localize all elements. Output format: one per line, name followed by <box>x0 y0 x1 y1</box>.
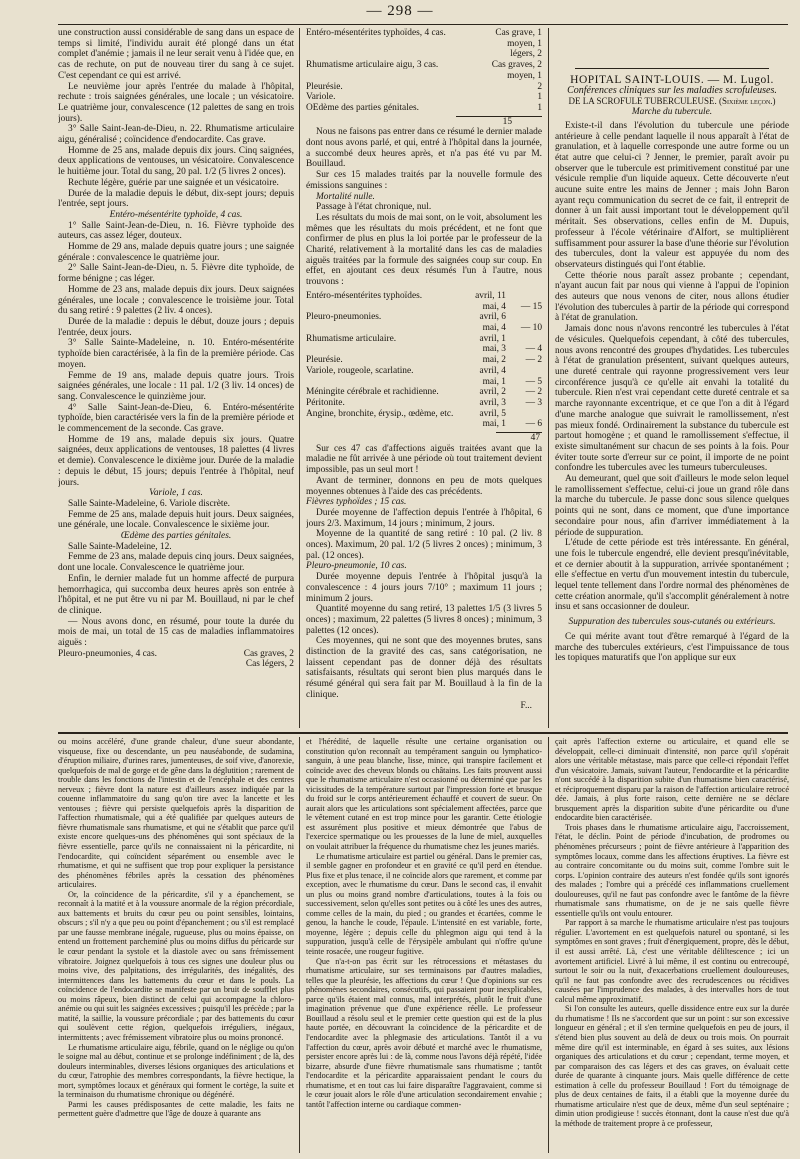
col2-summary-table <box>306 28 542 114</box>
table-cell-label: Variole, rougeole, scarlatine. <box>306 365 414 376</box>
table-cell-value: Cas grave, 1 <box>495 28 542 38</box>
col1-para2-7: 4° Salle Saint-Jean-de-Dieu, 6. Entéro-mésentérite typhoïde, bien caractérisée vers la fin de la première période et le commencement de la seconde. Cas grave. <box>58 402 294 435</box>
bottom-col3-para-1: Trois phases dans le rhumatisme articulaire aigu, l'accroissement, l'état, le déclin. Point de période d'incubation, de prodromes ou phénomènes précurseurs ; point de fièvre antérieure à l'apparition des symptômes locaux, comme dans les affections éruptives. La fièvre est au contraire concomitante ou du moins suit, comme l'ombre suit le corps. L'opinion contraire des auteurs n'est fondée qu'ils sont ignorés des malades ; l'ombre qui a précédé ces inflammations cruellement douloureuses, qu'il ne faut pas confondre avec le fantôme de la fièvre rhumatismale sans rhumatisme, on de je ne sais quelle fièvre essentielle qu'ils ont voulu entourer. <box>555 822 789 918</box>
table-cell-total: — 2 <box>525 355 542 366</box>
bottom-col1-para-3: Parmi les causes prédisposantes de cette maladie, les faits ne permettent guère d'admettre que l'âge de douze à quarante ans <box>58 1099 294 1119</box>
table-cell-label <box>306 377 471 388</box>
bottom-col2-para-0: et l'hérédité, de laquelle résulte une certaine organisation ou constitution qu'on reconnaît au tempérament sanguin ou lymphatico-sanguin, à une peau blanche, lisse, mince, qui transpire facilement et coïncide avec des cheveux blonds ou châtains. Les faits prouvent aussi que le rhumatisme articulaire n'est occasionné ou déterminé que par les vicissitudes de la température surtout par l'impression forte et brusque du froid sur le corps antérieurement échauffé et couvert de sueur. On aurait alors que les articulations sont spécialement affectées, parce que le vêtement cutané en est trop mince pour les garantir. Cette étiologie est assurément plus positive et mieux démontrée que l'abus de l'exercice spermatique ou les prouesses de la lune de miel, auxquelles on voulait attribuer la fréquence du rhumatisme chez les jeunes mariés. <box>306 737 542 852</box>
table-cell-value: 2 <box>537 81 542 92</box>
table-cell-total: — 3 <box>525 397 542 408</box>
col1-para4-1: Femme de 23 ans, malade depuis cinq jours. Deux saignées, dont une locale. Convalescence le quatrième jour. <box>58 552 294 574</box>
section-title: DE LA SCROFULE TUBERCULEUSE. (Sixième leçon.) <box>568 96 776 107</box>
section-subtitle: Marche du tubercule. <box>631 107 713 118</box>
table-cell-total <box>506 409 542 420</box>
table-cell-label: Entéro-mésentérites typhoïdes, 4 cas. <box>306 28 446 38</box>
col1-para2-2: 2° Salle Saint-Jean-de-Dieu, n. 5. Fièvre dite typhoïde, de forme bénigne ; cas léger. <box>58 263 294 285</box>
table-cell-month: avril, 11 <box>475 290 506 301</box>
bottom-col2-para-1: Le rhumatisme articulaire est partiel ou général. Dans le premier cas, il semble gagner en profondeur et en gravité ce qu'il perd en étendue. Plus fixe et plus tenace, il ne coïncide alors que rarement, et comme par exception, avec le rhumatisme du cœur. Dans le second cas, il envahit un plus ou moins grand nombre d'articulations, toutes à la fois ou successivement, selon qu'elles sont petites ou à côté les unes des autres, comme celles de la main, du pied ; ou grandes et écartées, comme le genou, la hanche le coude, l'épaule. L'intensité en est variable, forte, moyenne, légère ; depuis celle du phlegmon aigu qui tend à la suppuration, jusqu'à celle de l'érysipèle ambulant qui n'offre qu'une teinte rosacée, une rougeur fugitive. <box>306 851 542 957</box>
table-cell-label <box>306 419 471 430</box>
col2-passage: Passage à l'état chronique, nul. <box>316 202 432 213</box>
bottom-column-3 <box>555 737 789 1153</box>
col1-para2-4: Durée de la maladie : depuis le début, douze jours ; depuis l'entrée, deux jours. <box>58 316 294 338</box>
table-cell-month: avril, 2 <box>479 387 506 398</box>
bottom-col1-para-0: ou moins accéléré, d'une grande chaleur, d'une sueur abondante, visqueuse, fixe ou descendante, un peu nauséabonde, de sudamina, d'éruption miliaire, d'urines rares, jumenteuses, de soif vive, d'anorexie, quelquefois de mal de gorge et de gêne dans la déglutition ; rarement de trouble dans les fonctions de l'intestin et de l'encéphale et des centres nerveux ; fièvre dont la nature est d'ailleurs assez indiquée par la couenne inflammatoire du sang qu'on tire avec la lancette et les ventouses ; fièvre qui persiste quelquefois après la disparition de l'affection rhumatismale, qui a été qualifiée par quelques auteurs de fièvre rhumatismale sans rhumatisme, et qui ne s'établit que parce qu'il existe encore quelques-uns des phénomènes qui sont spéciaux de la fièvre essentielle, parce qu'ils ne connaissaient ni la péricardite, ni l'endocardite, qui coïncident séparément ou ensemble avec le rhumatisme, et qui ne suffisent que trop pour expliquer la persistance des phénomènes fébriles après la cessation des phénomènes articulaires. <box>58 737 294 890</box>
table-cell-label: OEdème des parties génitales. <box>306 102 419 113</box>
col1-heading-typhoide: Entéro-mésentérite typhoïde, 4 cas. <box>109 209 243 220</box>
table-cell-label: Rhumatisme articulaire. <box>306 333 397 344</box>
table-cell-label <box>306 49 480 60</box>
table-row <box>306 103 542 114</box>
col1-para2-3: Homme de 23 ans, malade depuis dix jours. Deux saignées générales, une locale ; convalescence le troisième jour. Total du sang retiré : 9 palettes (2 liv. 4 onces). <box>58 284 294 317</box>
col2-para5-2: Ces moyennes, qui ne sont que des moyennes brutes, sans distinction de la gravité des cas, sans catégorisation, ne laissent cependant pas de donner déjà des résultats satisfaisants, résultats qui seront bien plus marqués dans le résumé général qui sera fait par M. Bouillaud à la fin de la clinique. <box>306 636 542 700</box>
table-row <box>306 49 542 60</box>
bottom-col1-para-1: Or, la coïncidence de la péricardite, s'il y a épanchement, se reconnaît à la matité et à la voussure anormale de la région précordiale, aux battements et bruits du cœur peu ou point sensibles, lointains, obscurs ; s'il n'y a que peu ou point d'épanchement ; ou s'il est remplacé par une fausse membrane inégale, rugueuse, plus ou moins épaisse, on entend un frottement parcheminé plus ou moins diffus du péricarde sur le cœur pendant la systole et la diastole avec ou sans frémissement vibratoire. Joignez quelquefois à tous ces signes une douleur plus ou moins vive, des palpitations, des irrégularités, des inégalités, des intermittences dans les battements du cœur et dans le pouls. La coïncidence de l'endocardite se manifeste par un bruit de soufflet plus ou moins râpeux, bien distinct de celui qui accompagne la chloro-anémie ou qui suit les saignées excessives ; puisqu'il les précède ; par la matité, la saillie, la voussure précordiale ; par des battements du cœur qui soulèvent cette région, quelquefois irréguliers, inégaux, intermittents ; avec frémissement vibratoire plus ou moins prononcé. <box>58 889 294 1042</box>
bottom-column-2 <box>306 737 542 1153</box>
col2-para-0: Nous ne faisons pas entrer dans ce résumé le dernier malade dont nous avons parlé, et qui, entré à l'hôpital dans la journée, a succombé deux heures après, et n'a pas été vu par M. Bouillaud. <box>306 127 542 170</box>
table-row <box>306 334 542 345</box>
col3-para-2: Jamais donc nous n'avons rencontré les tubercules à l'état de vésicules. Quelquefois cependant, à côté des tubercules, nous avons rencontré des groupes d'hydatides. Les tubercules à l'état de granulation présentent, suivant quelques auteurs, une dureté centrale qui rayonne progressivement vers leur circonférence jusqu'à ce qu'elle ait envahi la totalité du tubercule. Rien n'est vrai cependant cette dureté centrale et sa marche rayonnante excentrique, et ce que l'on a dit à l'égard d'une marche analogue que suivrait le ramollissement, n'est pas mieux fondé. Ordinairement la substance du tubercule est partout homogène ; et quand le ramollissement s'effectue, il existe simultanément sur chacun de ses points à la fois. Pour éviter toute sorte d'erreur sur ce point, il importe de ne point confondre les tubercules avec les tumeurs tuberculeuses. <box>555 324 789 474</box>
table-cell-month: mai, 4 <box>482 301 506 312</box>
table-row <box>306 323 542 334</box>
col1-para2-5: 3° Salle Sainte-Madeleine, n. 10. Entéro-mésentérite typhoïde bien caractérisée, à la fin de la première période. Cas moyen. <box>58 338 294 370</box>
table-row <box>306 302 542 313</box>
table-cell-value: Cas graves, 2 <box>491 60 542 71</box>
table-cell-value: Cas graves, 2 <box>243 648 294 659</box>
col2-para2-0: Les résultats du mois de mai sont, on le voit, absolument les mêmes que les résultats du mois précédent, et ne font que confirmer de plus en plus la loi portée par le professeur de la Charité, relativement à la mortalité dans les cas de maladies aiguës traitées par la formule des saignées coup sur coup. En effet, en ajoutant ces deux résumés l'un à l'autre, nous trouvons : <box>306 212 542 288</box>
table-cell-total <box>506 291 542 302</box>
table-cell-label <box>306 71 480 82</box>
table-cell-month: mai, 4 <box>482 322 506 333</box>
table-cell-label: Entéro-mésentérites typhoïdes. <box>306 290 423 301</box>
top-column-3 <box>555 28 789 728</box>
col2-para5-0: Durée moyenne depuis l'entrée à l'hôpital jusqu'à la convalescence : 4 jours jours 7/10° ; maximum 11 jours ; minimum 2 jours. <box>306 572 542 604</box>
col3-para-1: Cette théorie nous paraît assez probante ; cependant, n'ayant aucun fait par nous qui vienne à l'appui de l'opinion des auteurs que nous venons de citer, nous allons étudier l'évolution des tubercules à partir de la période qui correspond à l'état de granulation. <box>555 270 789 324</box>
col2-para-1: Sur ces 15 malades traités par la nouvelle formule des émissions sanguines : <box>306 170 542 191</box>
col1-para-3: Homme de 25 ans, malade depuis dix jours. Cinq saignées, deux applications de ventouses, un vésicatoire. Convalescence le huitième jour. Total du sang, 20 pal. 1/2 (5 livres 2 onces). <box>58 145 294 178</box>
col1-para-4: Rechute légère, guérie par une saignée et un vésicatoire. <box>68 177 279 188</box>
bottom-column-1 <box>58 737 294 1153</box>
table-cell-value: 1 <box>537 102 542 113</box>
col2-heading-pleuro: Pleuro-pneumonie, 10 cas. <box>306 561 407 572</box>
table-row <box>306 366 542 377</box>
table-cell-value: moyen, 1 <box>507 70 542 81</box>
col2-para3-0: Sur ces 47 cas d'affections aiguës traitées avant que la maladie ne fût arrivée à une période où tout traitement devient impossible, pas un seul mort ! <box>306 443 542 476</box>
table-row <box>306 387 542 398</box>
col3-para-3: Au demeurant, quel que soit d'ailleurs le mode selon lequel le ramollissement s'effectue, celui-ci joue un grand rôle dans la marche du tubercule. Je passe donc sous silence quelques points qui ne sont, dans ce moment, que d'une importance secondaire pour nous, afin d'arriver immédiatement à la période de suppuration. <box>555 474 789 538</box>
table-cell-month: avril, 4 <box>479 365 506 376</box>
col3-para-4: L'étude de cette période est très intéressante. En général, une fois le tubercule engendré, elle devient presqu'inévitable, et ce dernier aboutit à la suppuration, arrivée spontanément ; elle s'effectue en vertu d'un mouvement intestin du tubercule, lequel tente tellement dans l'ordre normal des phénomènes de cette création anormale, qu'il s'accomplit généralement à notre insu et sans occasionner de douleur. <box>555 538 789 613</box>
table-row <box>58 649 294 660</box>
col1-para4-2: Enfin, le dernier malade fut un homme affecté de purpura hemorrhagica, qui succomba deux heures après son entrée à l'hôpital, et ne put être vu ni par M. Bouillaud, ni par le chef de clinique. <box>58 573 294 616</box>
page-number: — 298 — <box>366 3 434 19</box>
table-cell-month: mai, 2 <box>482 355 506 366</box>
table-row <box>306 291 542 302</box>
table-row <box>306 28 542 39</box>
col2-signature: F... <box>520 700 532 711</box>
table-cell-total: — 10 <box>520 322 542 333</box>
top-column-2 <box>306 28 542 728</box>
column-divider <box>548 28 549 728</box>
table-cell-month: avril, 5 <box>479 408 506 419</box>
table-cell-label: Pleurésie. <box>306 81 343 92</box>
col2-mortalite: Mortalité nulle. <box>316 191 375 202</box>
table-cell-label: Pleurésie. <box>306 355 343 366</box>
col1-para4-3: — Nous avons donc, en résumé, pour toute la durée du mois de mai, un total de 15 cas de maladies inflammatoires aiguës : <box>58 616 294 649</box>
col1-heading-oedeme: Œdème des parties génitales. <box>120 531 232 542</box>
col1-para2-8: Homme de 19 ans, malade depuis six jours. Quatre saignées, deux applications de ventouses, 18 palettes (4 livres et demie). Convalescence le dixième jour. Durée de la maladie : depuis le début, 15 jours; depuis l'entrée à l'hôpital, neuf jours. <box>58 434 294 488</box>
col1-para2-1: Homme de 29 ans, malade depuis quatre jours ; une saignée générale : convalescence le quatrième jour. <box>58 242 294 263</box>
header-rule <box>58 24 788 25</box>
table-cell-label: Rhumatisme articulaire aigu, 3 cas. <box>306 60 439 71</box>
column-divider <box>299 28 300 728</box>
col3-para-0: Existe-t-il dans l'évolution du tubercule une période antérieure à celle pendant laquelle il nous apparaît à l'état de granulation, et à laquelle corresponde une autre forme ou un état autre que celui-ci ? Jenner, le premier, paraît avoir pu observer que le tubercule est primitivement constitué par une vésicule remplie d'un liquide aqueux. Cette découverte n'eut aucune suite entre les mains de Jenner ; mais John Baron ayant reçu communication du secret de ce fait, il entreprit de donner à un fait aussi important tout le développement qu'il méritait. Ses observations, celles enfin de M. Dupuis, professeur à l'école vétérinaire d'Alfort, se multiplièrent suffisamment pour assurer la base d'une théorie sur l'évolution des tubercules, dont la valeur est appuyée du nom des observateurs distingués qui l'ont établie. <box>555 120 789 270</box>
table-cell-month: mai, 1 <box>482 419 506 430</box>
col1-para-1: Le neuvième jour après l'entrée du malade à l'hôpital, rechute : trois saignées générales, une locale ; un vésicatoire. Le quatrième jour, convalescence (12 palettes de sang en trois jours). <box>58 81 294 124</box>
table-row <box>306 60 542 71</box>
col2-para3-1: Avant de terminer, donnons en peu de mots quelques moyennes obtenues à l'aide des cas précédents. <box>306 475 542 497</box>
table-cell-label <box>306 323 471 334</box>
table-cell-total <box>506 366 542 377</box>
table-cell-total: — 2 <box>525 387 542 398</box>
table-row <box>306 344 542 355</box>
table-cell-total: — 15 <box>520 301 542 312</box>
col2-total-mid: 47 <box>530 433 540 444</box>
table-row <box>306 71 542 82</box>
table-row <box>306 355 542 366</box>
col3-para2-0: Ce qui mérite avant tout d'être remarqué à l'égard de la marche des tubercules extérieurs, c'est l'impuissance de tous les topiques maturatifs que l'on applique sur eux <box>555 631 789 664</box>
col1-para-0: une construction aussi considérable de sang dans un espace de temps si limité, l'individu aurait été plongé dans un état complet d'anémie ; jamais il ne leur serait venu à l'idée que, en cas de rechute, on put de nouveau tirer du sang à ce sujet. C'est cependant ce qui est arrivé. <box>58 28 294 81</box>
table-cell-label <box>58 659 215 670</box>
table-row <box>306 92 542 103</box>
col2-para5-1: Quantité moyenne du sang retiré, 13 palettes 1/5 (3 livres 5 onces) ; maximum, 22 palettes (5 livres 8 onces) ; minimum, 3 palettes (12 onces). <box>306 604 542 636</box>
table-cell-label: Angine, bronchite, érysip., œdème, etc. <box>306 408 454 419</box>
col1-summary-table <box>58 649 294 670</box>
table-cell-label <box>306 344 471 355</box>
bottom-col3-para-3: Si l'on consulte les auteurs, quelle dissidence entre eux sur la durée du rhumatisme ! Ils ne s'accordent que sur un point : sur son excessive longueur en général ; et il s'en termine quelquefois en peu de jours, il s'étend bien plus souvent au delà de deux ou trois mois. On pourrait même dire qu'il est interminable, en égard à ses suites, aux lésions organiques des articulations et du cœur ; cependant, terme moyen, et par comparaison des cas légers et des cas graves, on évaluait cette durée de quarante à cinquante jours. Mais quelle différence de cette estimation à celle du professeur Bouillaud ! Fort du témoignage de plus de deux centaines de faits, il a établi que la moyenne durée du rhumatisme articulaire n'est que de deux, même d'un seul septénaire ; dimin ution prodigieuse ! succès étonnant, dont la cause n'est due qu'à la méthode de traitement propre à ce professeur, <box>555 1004 789 1128</box>
bottom-col3-para-0: çait après l'affection externe ou articulaire, et quand elle se développait, celle-ci diminuait d'intensité, non parce qu'il s'opérait alors une véritable métastase, mais parce que celle-ci répondait l'effet d'un vésicatoire. Jamais, suivant l'auteur, l'endocardite et la péricardite n'ont succédé à la disparition subite d'un rhumatisme bien caractérisé, et réciproquement disparu par la raison de l'affection articulaire retrocé dée. Jamais, à plus forte raison, cette dernière ne se déclare brusquement après la disparition subite d'une péricardite ou d'une endocardite bien caractérisée. <box>555 737 789 823</box>
col1-para4-0: Salle Sainte-Madeleine, 12. <box>68 541 172 552</box>
table-cell-month: avril, 6 <box>479 312 506 323</box>
col1-para-5: Durée de la maladie depuis le début, dix-sept jours; depuis l'entrée, sept jours. <box>58 188 294 210</box>
table-cell-label <box>306 39 480 50</box>
section-rule <box>58 732 788 734</box>
table-row <box>306 39 542 50</box>
table-cell-total: — 5 <box>525 376 542 387</box>
table-row <box>306 312 542 323</box>
table-cell-label: Pleuro-pneumonies. <box>306 312 382 323</box>
table-cell-label <box>306 302 471 313</box>
table-row <box>306 398 542 409</box>
col1-para3-0: Salle Sainte-Madeleine, 6. Variole discrète. <box>68 498 231 509</box>
column-divider <box>299 737 300 1153</box>
table-cell-total: — 4 <box>525 344 542 355</box>
article-subtitle: Conférences cliniques sur les maladies scrofuleuses. <box>567 84 777 96</box>
col2-para4-0: Durée moyenne de l'affection depuis l'entrée à l'hôpital, 6 jours 2/3. Maximum, 14 jours ; minimum, 2 jours. <box>306 507 542 529</box>
article-title: HOPITAL SAINT-LOUIS. — M. Lugol. <box>570 74 774 86</box>
table-cell-month: avril, 3 <box>479 397 506 408</box>
col1-heading-variole: Variole, 1 cas. <box>149 488 203 499</box>
table-cell-month: avril, 1 <box>479 333 506 344</box>
table-cell-label: Pleuro-pneumonies, 4 cas. <box>58 648 157 659</box>
table-cell-label: Péritonite. <box>306 397 345 408</box>
bottom-col2-para-2: Que n'a-t-on pas écrit sur les rétrocessions et métastases du rhumatisme articulaire, sur ses terminaisons par d'autres maladies, telles que la pleurésie, les affections du cœur ! Que d'opinions sur ces phénomènes secondaires, consécutifs, qui passaient pour inexplicables, parce qu'ils étaient mal connus, mal interprétés, plutôt le fruit d'une imagination prévenue que d'une expérience réelle. Le professeur Bouillaud a résolu seul et le premier cette question qui est de la plus haute portée, en découvrant la coïncidence de la péricardite et de l'endocardite avec la phlegmasie des articulations. Tantôt il a vu l'affection du cœur, après avoir débuté et marché avec le rhumatisme, persister encore après lui : de là, comme nous l'avons déjà répété, l'idée bizarre, absurde d'une fièvre rhumatismale sans rhumatisme ; tantôt l'endocardite et la péricardite apparaissaient pendant le cours du rhumatisme, et en tout cas lui faire disparaître l'aggravaient, comme si le cœur jouait alors le rôle d'une articulation secondairement envahie ; tantôt l'affection interne ou cardiaque commen- <box>306 956 542 1109</box>
col2-comparison-table <box>306 291 542 430</box>
col2-para4-1: Moyenne de la quantité de sang retiré : 10 pal. (2 liv. 8 onces). Maximum, 20 pal. 1/2 (5 livres 2 onces) ; minimum, 3 pal. (12 onces). <box>306 529 542 561</box>
table-cell-value: moyen, 1 <box>507 38 542 49</box>
table-cell-month: mai, 1 <box>482 376 506 387</box>
table-cell-value: 1 <box>537 92 542 103</box>
col1-para2-0: 1° Salle Saint-Jean-de-Dieu, n. 16. Fièvre typhoïde des auteurs, cas assez léger, douteux. <box>58 220 294 242</box>
col1-para2-6: Femme de 19 ans, malade depuis quatre jours. Trois saignées générales, une locale : 11 pal. 1/2 (3 liv. 14 onces) de sang. Convalescence le quinzième jour. <box>58 370 294 402</box>
table-cell-total <box>506 312 542 323</box>
table-row <box>306 377 542 388</box>
table-row <box>58 659 294 670</box>
table-row <box>306 419 542 430</box>
top-column-1 <box>58 28 294 728</box>
table-cell-total <box>506 334 542 345</box>
table-cell-total: — 6 <box>525 419 542 430</box>
col2-total-top: 15 <box>502 116 512 127</box>
table-cell-value: Cas légers, 2 <box>245 659 294 670</box>
table-cell-value: légers, 2 <box>510 49 542 60</box>
table-cell-label: Méningite cérébrale et rachidienne. <box>306 387 439 398</box>
table-row <box>306 82 542 93</box>
col1-para3-1: Femme de 25 ans, malade depuis huit jours. Deux saignées, une générale, une locale. Convalescence le sixième jour. <box>58 509 294 531</box>
table-cell-month: mai, 3 <box>482 344 506 355</box>
col1-para-2: 3° Salle Saint-Jean-de-Dieu, n. 22. Rhumatisme articulaire aigu, généralisé ; coïncidence d'endocardite. Cas grave. <box>58 124 294 146</box>
bottom-col3-para-2: Par rapport à sa marche le rhumatisme articulaire n'est pas toujours régulier. L'avortement en est quelquefois naturel ou spontané, si les symptômes en sont graves ; fruit d'énergiquement, propre, dès le début, il est aussi arrêté. Là, c'est une véritable déliltescence ; ici un avortement artificiel. Livré à lui même, il est continu ou entrecoupé, surtout le soir ou la nuit, d'exacerbations cruellement douloureuses, qu'il ne faut pas confondre avec des recrudescences ou récidives causées par l'imprudence des malades, à des intervalles hors de tout calcul même approximatif. <box>555 918 789 1004</box>
col3-heading-suppuration: Suppuration des tubercules sous-cutanés ou extérieurs. <box>568 617 776 628</box>
table-row <box>306 409 542 420</box>
col2-heading-fievres: Fièvres typhoïdes ; 15 cas. <box>306 497 407 508</box>
bottom-col1-para-2: Le rhumatisme articulaire aigu, fébrile, quand on le néglige ou qu'on le soigne mal au début, continue et se prolonge indéfiniment ; de là, des douleurs interminables, diverses lésions organiques des articulations et du cœur, l'atrophie des membres correspondants, la fièvre hectique, la mort, symptômes locaux et généraux qui forment le cortège, la suite et la terminaison du rhumatisme chronique ou dégénéré. <box>58 1042 294 1100</box>
column-divider <box>548 737 549 1153</box>
table-cell-label: Variole. <box>306 92 336 103</box>
